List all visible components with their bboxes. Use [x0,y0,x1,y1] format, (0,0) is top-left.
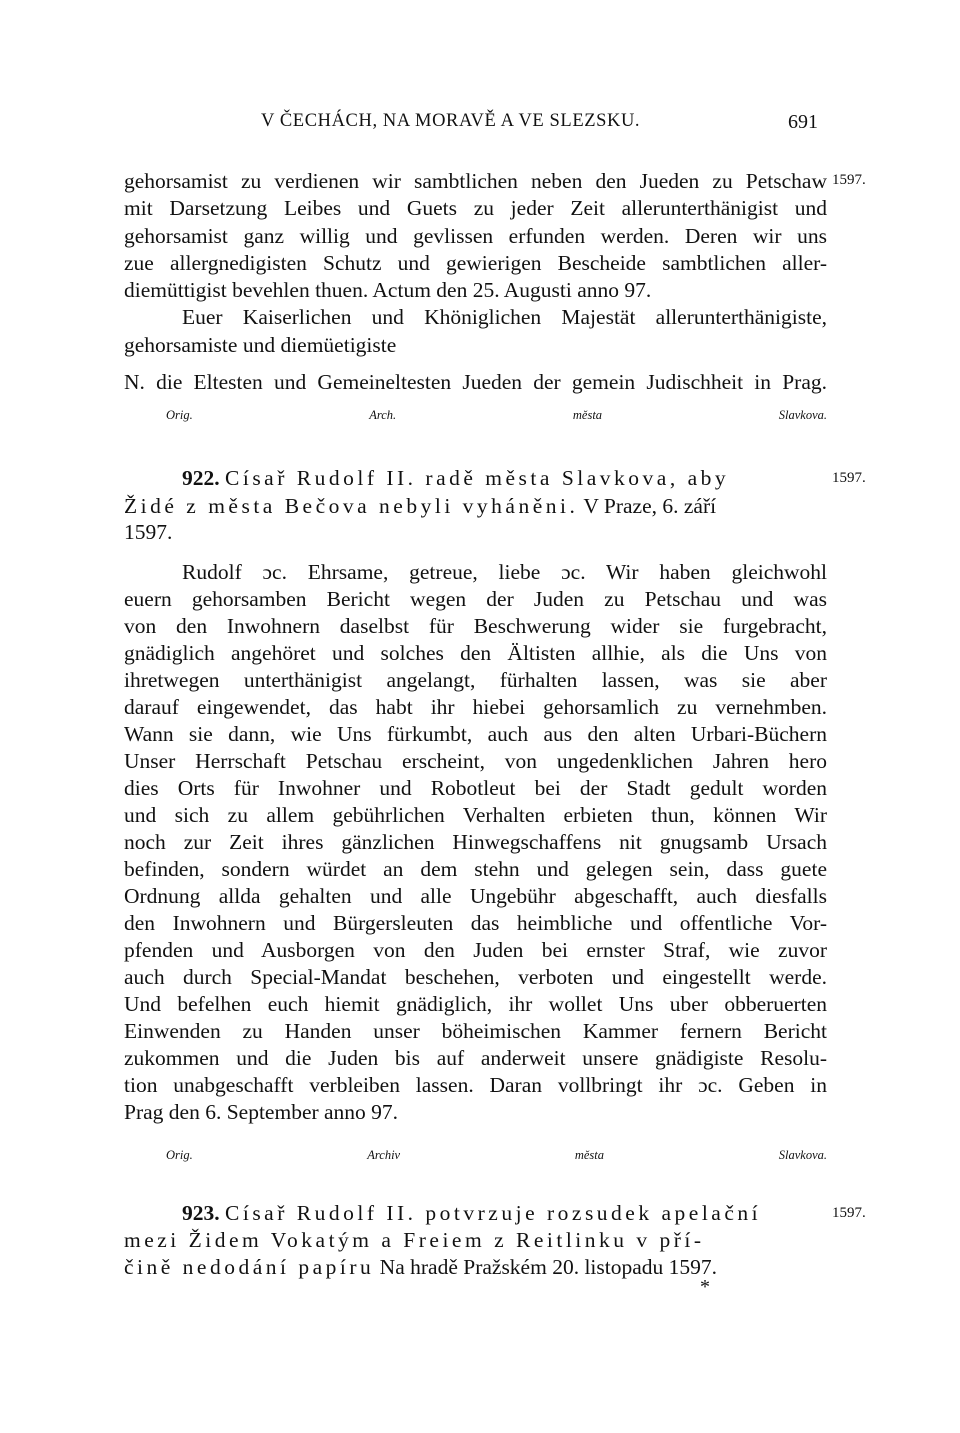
text-line: Rudolf ɔc. Ehrsame, getreue, liebe ɔc. Wir haben gleichwohl [182,560,827,584]
margin-year: 1597. [832,172,866,188]
text-line: mit Darsetzung Leibes und Guets zu jeder Zeit allerunterthänigist und [124,196,827,220]
source-note: Orig. Archiv města Slavkova. [166,1148,827,1162]
text-line: Unser Herrschaft Petschau erscheint, von ungedenklichen Jahren hero [124,749,827,773]
text-line: von den Inwohnern daselbst für Beschwerung wider sie furgebracht, [124,614,827,638]
text-line: Euer Kaiserlichen und Khöniglichen Majestät allerunterthänigiste, [182,305,827,329]
doc-923-heading [182,1198,827,1228]
doc-922-heading-line1: Císař Rudolf II. radě města Slavkova, aby [225,466,730,490]
margin-year: 1597. [832,1205,866,1221]
doc-923-heading-date: Na hradě Pražském 20. listopadu 1597. [379,1255,718,1279]
text-line: gehorsamiste und diemüetigiste [124,333,397,357]
running-head [0,111,960,141]
text-line: Prag den 6. September anno 97. [124,1100,399,1124]
text-line: gnädiglich angehöret und solches den Ältisten allhie, als die Uns von [124,641,827,665]
text-line: befinden, sondern würdet an dem stehn und gelegen sein, dass guete [124,857,827,881]
doc-922-number: 922. [182,466,220,490]
text-line: pfenden und Ausborgen von den Juden bei ernster Straf, wie zuvor [124,938,827,962]
signature-line: N. die Eltesten und Gemeineltesten Jueden der gemein Judischheit in Prag. [124,370,827,394]
doc-922-heading-date: V Praze, 6. září [583,494,717,518]
asterisk-mark: * [700,1276,710,1298]
doc-923-heading-3 [124,1252,827,1282]
text-line: diemüttigist bevehlen thuen. Actum den 25. Augusti anno 97. [124,278,652,302]
text-line: euern gehorsamben Bericht wegen der Juden zu Petschau und was [124,587,827,611]
margin-year: 1597. [832,470,866,486]
text-line: Einwenden zu Handen unser böheimischen Kammer fernern Bericht [124,1019,827,1043]
text-line: noch zur Zeit ihres gänzlichen Hinwegschaffens nit gnugsamb Ursach [124,830,827,854]
text-line: gehorsamist zu verdienen wir sambtlichen neben den Jueden zu Petschaw [124,169,827,193]
text-line: zukommen und die Juden bis auf anderweit unsere gnädigiste Resolu- [124,1046,827,1070]
doc-922-heading-3: 1597. [124,520,173,544]
text-line: den Inwohnern und Bürgersleuten das heimbliche und offentliche Vor- [124,911,827,935]
text-line: tion unabgeschafft verbleiben lassen. Daran vollbringt ihr ɔc. Geben in [124,1073,827,1097]
text-line: Ordnung allda gehalten und alle Ungebühr abgeschafft, auch diesfalls [124,884,827,908]
running-head-title: V ČECHÁCH, NA MORAVĚ A VE SLEZSKU. [261,111,641,131]
text-line: darauf eingewendet, das habt ihr hiebei gehorsamlich zu vernehmben. [124,695,827,719]
doc-923-heading-2: mezi Židem Vokatým a Freiem z Reitlinku v pří- [124,1228,705,1252]
source-note: Orig. Arch. města Slavkova. [166,408,827,422]
doc-922-heading-line2: Židé z města Bečova nebyli vyháněni. [124,494,579,518]
page-number: 691 [788,111,818,133]
text-line: dies Orts für Inwohner und Robotleut bei der Stadt gedult worden [124,776,827,800]
text-line: und sich zu allem gebührlichen Verhalten erbieten thun, können Wir [124,803,827,827]
text-line: gehorsamist ganz willig und gevlissen erfunden werden. Deren wir uns [124,224,827,248]
doc-923-heading-line1: Císař Rudolf II. potvrzuje rozsudek apelační [225,1201,762,1225]
text-line: Wann sie dann, wie Uns fürkumbt, auch aus den alten Urbari-Büchern [124,722,827,746]
doc-922-heading [182,463,827,493]
doc-923-heading-line3: čině nedodání papíru [124,1255,375,1279]
doc-923-number: 923. [182,1201,220,1225]
text-line: zue allergnedigisten Schutz und gewierigen Bescheide sambtlichen aller- [124,251,827,275]
text-line: Und befelhen euch hiemit gnädiglich, ihr wollet Uns uber obberuerten [124,992,827,1016]
text-line: ihretwegen unterthänigist angelangt, fürhalten lassen, was sie aber [124,668,827,692]
text-line: auch durch Special-Mandat beschehen, verboten und eingestellt werde. [124,965,827,989]
